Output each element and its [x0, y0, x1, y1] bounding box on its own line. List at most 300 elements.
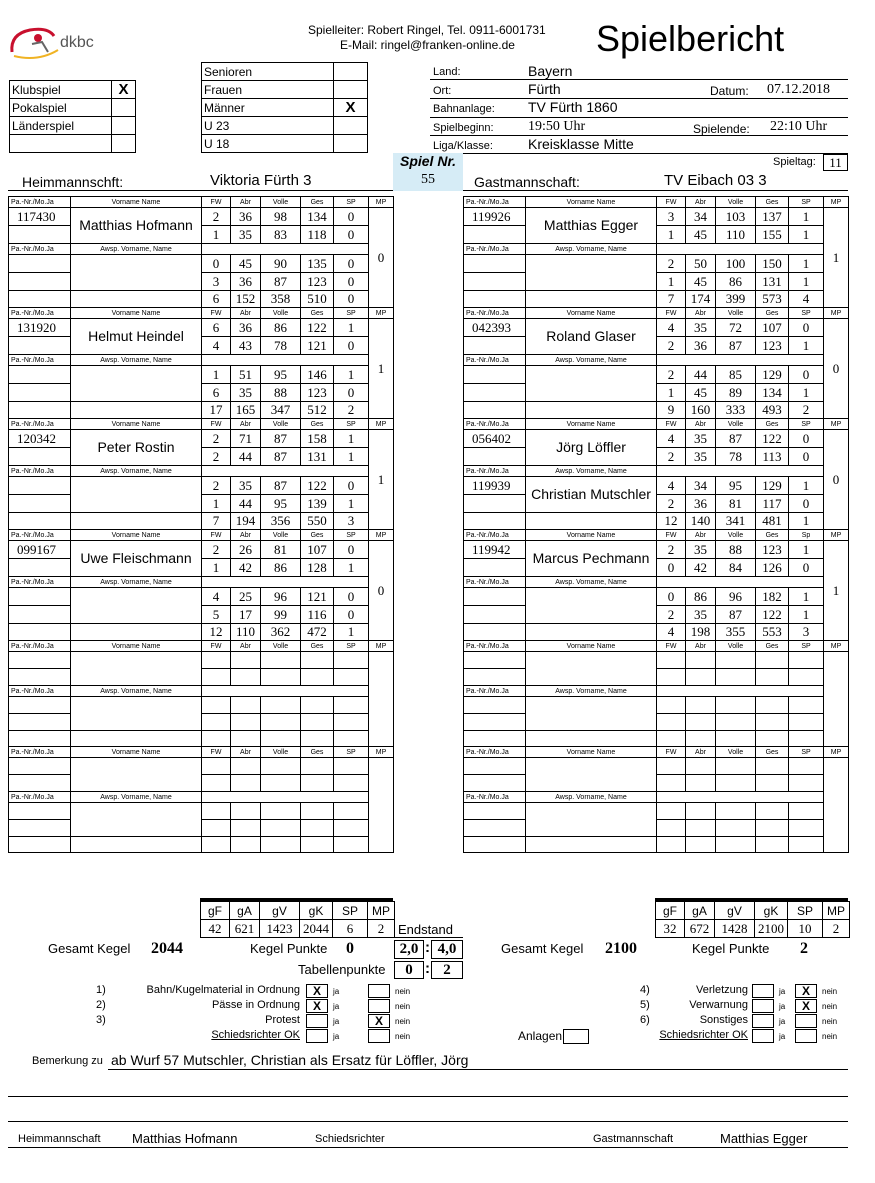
score-cell[interactable]: 95	[716, 477, 756, 495]
player-pass-number[interactable]	[9, 652, 71, 669]
score-cell[interactable]: 1	[789, 255, 824, 273]
player-mp[interactable]: 1	[824, 208, 849, 308]
score-cell[interactable]	[202, 697, 231, 714]
player-mp[interactable]	[369, 652, 394, 747]
player-mp[interactable]: 1	[369, 430, 394, 530]
awsp-pass-number[interactable]	[9, 697, 71, 714]
player-pass-number[interactable]: 042393	[464, 319, 526, 337]
score-cell[interactable]: 1	[202, 366, 231, 384]
score-cell[interactable]	[716, 820, 756, 837]
score-cell[interactable]: 2	[657, 366, 686, 384]
score-cell[interactable]: 1	[334, 559, 369, 577]
score-cell[interactable]	[789, 652, 824, 669]
score-cell[interactable]: 1	[334, 430, 369, 448]
score-cell[interactable]: 2	[657, 541, 686, 559]
score-cell[interactable]: 0	[789, 319, 824, 337]
score-cell[interactable]	[202, 652, 231, 669]
score-cell[interactable]: 158	[301, 430, 334, 448]
pass-blank[interactable]	[464, 226, 526, 244]
score-cell[interactable]: 0	[334, 337, 369, 355]
score-cell[interactable]: 2	[202, 477, 231, 495]
score-cell[interactable]	[261, 697, 301, 714]
score-cell[interactable]: 43	[231, 337, 261, 355]
player-pass-number[interactable]: 099167	[9, 541, 71, 559]
score-cell[interactable]: 35	[686, 541, 716, 559]
player-name[interactable]	[71, 652, 202, 686]
score-cell[interactable]	[789, 714, 824, 731]
check-nein-box[interactable]	[795, 1014, 817, 1028]
check-nein-box[interactable]	[368, 984, 390, 998]
player-pass-number[interactable]: 120342	[9, 430, 71, 448]
score-cell[interactable]: 1	[657, 226, 686, 244]
score-cell[interactable]: 35	[231, 384, 261, 402]
score-cell[interactable]	[301, 775, 334, 792]
score-cell[interactable]	[756, 820, 789, 837]
score-cell[interactable]: 122	[301, 477, 334, 495]
score-cell[interactable]	[756, 803, 789, 820]
score-cell[interactable]: 1	[789, 588, 824, 606]
score-cell[interactable]	[301, 652, 334, 669]
score-cell[interactable]: 51	[231, 366, 261, 384]
player-pass-number[interactable]: 119942	[464, 541, 526, 559]
score-cell[interactable]: 129	[756, 366, 789, 384]
score-cell[interactable]: 139	[301, 495, 334, 513]
pass-blank[interactable]	[9, 606, 71, 624]
category-mark[interactable]	[334, 81, 368, 99]
score-cell[interactable]: 2	[657, 255, 686, 273]
awsp-name[interactable]	[526, 588, 657, 624]
score-cell[interactable]: 1	[789, 477, 824, 495]
score-cell[interactable]: 78	[716, 448, 756, 466]
score-cell[interactable]: 1	[202, 495, 231, 513]
score-cell[interactable]	[657, 775, 686, 792]
score-cell[interactable]: 0	[334, 226, 369, 244]
score-cell[interactable]	[202, 820, 231, 837]
score-cell[interactable]	[686, 697, 716, 714]
score-cell[interactable]: 83	[261, 226, 301, 244]
player-pass-number[interactable]: 117430	[9, 208, 71, 226]
score-cell[interactable]: 96	[716, 588, 756, 606]
score-cell[interactable]: 131	[756, 273, 789, 291]
score-cell[interactable]	[261, 803, 301, 820]
check-ja-box[interactable]	[306, 1029, 328, 1043]
score-cell[interactable]: 129	[756, 477, 789, 495]
score-cell[interactable]: 121	[301, 337, 334, 355]
score-cell[interactable]: 123	[301, 384, 334, 402]
score-cell[interactable]: 1	[657, 273, 686, 291]
score-cell[interactable]: 85	[716, 366, 756, 384]
score-cell[interactable]: 0	[202, 255, 231, 273]
score-cell[interactable]	[789, 758, 824, 775]
score-cell[interactable]	[231, 714, 261, 731]
score-cell[interactable]	[202, 803, 231, 820]
score-cell[interactable]: 81	[716, 495, 756, 513]
score-cell[interactable]: 0	[334, 384, 369, 402]
category-mark[interactable]: X	[334, 99, 368, 117]
awsp-name[interactable]	[526, 803, 657, 837]
score-cell[interactable]	[657, 697, 686, 714]
score-cell[interactable]: 0	[789, 495, 824, 513]
score-cell[interactable]	[657, 758, 686, 775]
score-cell[interactable]: 150	[756, 255, 789, 273]
pass-blank[interactable]	[464, 820, 526, 837]
player-name[interactable]: Matthias Hofmann	[71, 208, 202, 244]
score-cell[interactable]: 4	[202, 337, 231, 355]
check-ja-box[interactable]	[306, 1014, 328, 1028]
score-cell[interactable]	[261, 652, 301, 669]
score-cell[interactable]	[756, 758, 789, 775]
pass-blank[interactable]	[464, 337, 526, 355]
score-cell[interactable]	[334, 758, 369, 775]
awsp-name[interactable]	[526, 697, 657, 731]
score-cell[interactable]: 2	[202, 208, 231, 226]
score-cell[interactable]	[716, 758, 756, 775]
score-cell[interactable]	[789, 775, 824, 792]
score-cell[interactable]: 34	[686, 208, 716, 226]
awsp-pass-number[interactable]	[9, 588, 71, 606]
score-cell[interactable]: 4	[657, 477, 686, 495]
score-cell[interactable]: 87	[716, 430, 756, 448]
score-cell[interactable]: 103	[716, 208, 756, 226]
check-ja-box[interactable]	[752, 1029, 774, 1043]
pass-blank[interactable]	[464, 559, 526, 577]
check-nein-box[interactable]: X	[795, 999, 817, 1013]
score-cell[interactable]: 3	[202, 273, 231, 291]
pass-blank[interactable]	[464, 775, 526, 792]
score-cell[interactable]: 42	[686, 559, 716, 577]
score-cell[interactable]: 123	[756, 337, 789, 355]
score-cell[interactable]: 71	[231, 430, 261, 448]
score-cell[interactable]: 6	[202, 319, 231, 337]
score-cell[interactable]: 88	[261, 384, 301, 402]
score-cell[interactable]	[686, 775, 716, 792]
pass-blank[interactable]	[9, 559, 71, 577]
score-cell[interactable]: 36	[231, 208, 261, 226]
score-cell[interactable]: 3	[657, 208, 686, 226]
score-cell[interactable]: 137	[756, 208, 789, 226]
match-type-mark[interactable]	[112, 117, 136, 135]
pass-blank[interactable]	[9, 820, 71, 837]
score-cell[interactable]: 0	[334, 588, 369, 606]
pass-blank[interactable]	[9, 714, 71, 731]
score-cell[interactable]: 35	[686, 448, 716, 466]
score-cell[interactable]: 1	[789, 606, 824, 624]
score-cell[interactable]: 35	[686, 319, 716, 337]
score-cell[interactable]: 90	[261, 255, 301, 273]
score-cell[interactable]: 135	[301, 255, 334, 273]
score-cell[interactable]: 86	[716, 273, 756, 291]
player-mp[interactable]: 1	[824, 541, 849, 641]
player-mp[interactable]: 0	[824, 430, 849, 530]
score-cell[interactable]	[657, 652, 686, 669]
score-cell[interactable]: 1	[789, 273, 824, 291]
score-cell[interactable]	[334, 669, 369, 686]
player-pass-number[interactable]: 119926	[464, 208, 526, 226]
player-name[interactable]: Jörg Löffler	[526, 430, 657, 466]
score-cell[interactable]: 182	[756, 588, 789, 606]
check-nein-box[interactable]	[368, 1029, 390, 1043]
score-cell[interactable]	[301, 820, 334, 837]
score-cell[interactable]	[261, 775, 301, 792]
score-cell[interactable]	[756, 775, 789, 792]
awsp-name[interactable]	[526, 255, 657, 291]
score-cell[interactable]: 1	[334, 319, 369, 337]
score-cell[interactable]: 36	[231, 319, 261, 337]
pass-blank[interactable]	[464, 384, 526, 402]
score-cell[interactable]: 0	[334, 541, 369, 559]
score-cell[interactable]: 87	[261, 273, 301, 291]
score-cell[interactable]: 88	[716, 541, 756, 559]
player-name[interactable]: Roland Glaser	[526, 319, 657, 355]
score-cell[interactable]: 0	[334, 606, 369, 624]
score-cell[interactable]: 42	[231, 559, 261, 577]
pass-blank[interactable]	[464, 669, 526, 686]
awsp-pass-number[interactable]	[464, 366, 526, 384]
score-cell[interactable]	[334, 697, 369, 714]
score-cell[interactable]: 2	[657, 495, 686, 513]
check-nein-box[interactable]: X	[795, 984, 817, 998]
score-cell[interactable]: 95	[261, 495, 301, 513]
score-cell[interactable]	[202, 669, 231, 686]
score-cell[interactable]: 26	[231, 541, 261, 559]
score-cell[interactable]	[231, 669, 261, 686]
score-cell[interactable]: 1	[334, 448, 369, 466]
score-cell[interactable]	[686, 652, 716, 669]
score-cell[interactable]: 146	[301, 366, 334, 384]
score-cell[interactable]: 128	[301, 559, 334, 577]
score-cell[interactable]	[334, 714, 369, 731]
score-cell[interactable]: 72	[716, 319, 756, 337]
score-cell[interactable]: 123	[756, 541, 789, 559]
player-name[interactable]: Marcus Pechmann	[526, 541, 657, 577]
player-name[interactable]: Uwe Fleischmann	[71, 541, 202, 577]
score-cell[interactable]	[334, 652, 369, 669]
pass-blank[interactable]	[464, 448, 526, 466]
awsp-pass-number[interactable]	[464, 697, 526, 714]
score-cell[interactable]: 98	[261, 208, 301, 226]
score-cell[interactable]: 1	[657, 384, 686, 402]
awsp-pass-number[interactable]: 119939	[464, 477, 526, 495]
awsp-name[interactable]	[526, 366, 657, 402]
score-cell[interactable]: 2	[657, 337, 686, 355]
pass-blank[interactable]	[9, 226, 71, 244]
score-cell[interactable]	[716, 669, 756, 686]
score-cell[interactable]: 87	[716, 337, 756, 355]
score-cell[interactable]: 131	[301, 448, 334, 466]
player-pass-number[interactable]	[464, 758, 526, 775]
check-ja-box[interactable]: X	[306, 999, 328, 1013]
score-cell[interactable]: 44	[231, 495, 261, 513]
score-cell[interactable]: 2	[657, 448, 686, 466]
score-cell[interactable]: 0	[789, 559, 824, 577]
score-cell[interactable]: 45	[686, 226, 716, 244]
score-cell[interactable]: 107	[301, 541, 334, 559]
score-cell[interactable]: 0	[657, 588, 686, 606]
score-cell[interactable]: 110	[716, 226, 756, 244]
score-cell[interactable]: 78	[261, 337, 301, 355]
score-cell[interactable]: 122	[756, 430, 789, 448]
player-mp[interactable]: 0	[824, 319, 849, 419]
score-cell[interactable]	[756, 714, 789, 731]
score-cell[interactable]: 116	[301, 606, 334, 624]
player-mp[interactable]	[369, 758, 394, 853]
score-cell[interactable]: 84	[716, 559, 756, 577]
score-cell[interactable]: 1	[334, 495, 369, 513]
score-cell[interactable]	[789, 820, 824, 837]
awsp-pass-number[interactable]	[9, 255, 71, 273]
score-cell[interactable]: 117	[756, 495, 789, 513]
pass-blank[interactable]	[9, 273, 71, 291]
category-mark[interactable]	[334, 63, 368, 81]
check-nein-box[interactable]	[795, 1029, 817, 1043]
awsp-pass-number[interactable]	[9, 366, 71, 384]
score-cell[interactable]	[686, 714, 716, 731]
score-cell[interactable]: 118	[301, 226, 334, 244]
check-ja-box[interactable]: X	[306, 984, 328, 998]
score-cell[interactable]: 95	[261, 366, 301, 384]
score-cell[interactable]	[231, 820, 261, 837]
score-cell[interactable]: 0	[789, 430, 824, 448]
score-cell[interactable]: 1	[789, 208, 824, 226]
bemerkung-text[interactable]: ab Wurf 57 Mutschler, Christian als Ersatz für Löffler, Jörg	[111, 1052, 469, 1068]
score-cell[interactable]	[231, 803, 261, 820]
score-cell[interactable]: 86	[261, 319, 301, 337]
player-mp[interactable]: 1	[369, 319, 394, 419]
player-name[interactable]	[71, 758, 202, 792]
score-cell[interactable]: 87	[716, 606, 756, 624]
score-cell[interactable]	[301, 669, 334, 686]
score-cell[interactable]: 0	[789, 448, 824, 466]
score-cell[interactable]	[789, 803, 824, 820]
score-cell[interactable]: 107	[756, 319, 789, 337]
pass-blank[interactable]	[9, 669, 71, 686]
score-cell[interactable]	[686, 758, 716, 775]
score-cell[interactable]	[231, 652, 261, 669]
score-cell[interactable]: 6	[202, 384, 231, 402]
category-mark[interactable]	[334, 117, 368, 135]
score-cell[interactable]	[301, 803, 334, 820]
awsp-pass-number[interactable]	[9, 477, 71, 495]
score-cell[interactable]	[756, 697, 789, 714]
score-cell[interactable]: 1	[789, 384, 824, 402]
score-cell[interactable]	[261, 669, 301, 686]
score-cell[interactable]	[261, 820, 301, 837]
score-cell[interactable]: 0	[334, 477, 369, 495]
score-cell[interactable]: 2	[657, 606, 686, 624]
awsp-name[interactable]	[71, 366, 202, 402]
awsp-pass-number[interactable]	[464, 803, 526, 820]
score-cell[interactable]	[789, 669, 824, 686]
score-cell[interactable]: 2	[202, 541, 231, 559]
score-cell[interactable]	[716, 803, 756, 820]
score-cell[interactable]: 86	[686, 588, 716, 606]
score-cell[interactable]: 87	[261, 448, 301, 466]
score-cell[interactable]: 4	[657, 430, 686, 448]
score-cell[interactable]	[686, 820, 716, 837]
score-cell[interactable]: 0	[334, 255, 369, 273]
score-cell[interactable]	[202, 758, 231, 775]
score-cell[interactable]	[716, 714, 756, 731]
player-pass-number[interactable]	[9, 758, 71, 775]
player-name[interactable]	[526, 758, 657, 792]
check-ja-box[interactable]	[752, 1014, 774, 1028]
score-cell[interactable]: 2	[202, 430, 231, 448]
score-cell[interactable]	[261, 714, 301, 731]
score-cell[interactable]	[231, 697, 261, 714]
anlagen-box[interactable]	[563, 1029, 589, 1044]
score-cell[interactable]	[686, 803, 716, 820]
player-mp[interactable]	[824, 652, 849, 747]
player-mp[interactable]	[824, 758, 849, 853]
score-cell[interactable]	[789, 697, 824, 714]
score-cell[interactable]: 44	[686, 366, 716, 384]
pass-blank[interactable]	[9, 495, 71, 513]
pass-blank[interactable]	[464, 495, 526, 513]
score-cell[interactable]: 87	[261, 477, 301, 495]
category-mark[interactable]	[334, 135, 368, 153]
score-cell[interactable]	[334, 820, 369, 837]
score-cell[interactable]: 34	[686, 477, 716, 495]
awsp-name[interactable]	[71, 697, 202, 731]
match-type-mark[interactable]: X	[112, 81, 136, 99]
score-cell[interactable]: 45	[231, 255, 261, 273]
awsp-pass-number[interactable]	[464, 255, 526, 273]
score-cell[interactable]: 17	[231, 606, 261, 624]
score-cell[interactable]: 44	[231, 448, 261, 466]
score-cell[interactable]: 122	[756, 606, 789, 624]
score-cell[interactable]	[202, 775, 231, 792]
score-cell[interactable]: 123	[301, 273, 334, 291]
check-ja-box[interactable]	[752, 984, 774, 998]
score-cell[interactable]	[261, 758, 301, 775]
score-cell[interactable]	[334, 775, 369, 792]
score-cell[interactable]	[716, 775, 756, 792]
score-cell[interactable]	[231, 775, 261, 792]
score-cell[interactable]: 100	[716, 255, 756, 273]
pass-blank[interactable]	[9, 448, 71, 466]
score-cell[interactable]: 113	[756, 448, 789, 466]
score-cell[interactable]: 36	[231, 273, 261, 291]
player-name[interactable]: Matthias Egger	[526, 208, 657, 244]
awsp-name[interactable]: Christian Mutschler	[526, 477, 657, 513]
score-cell[interactable]: 1	[202, 226, 231, 244]
score-cell[interactable]: 121	[301, 588, 334, 606]
awsp-name[interactable]	[71, 588, 202, 624]
player-mp[interactable]: 0	[369, 541, 394, 641]
score-cell[interactable]: 89	[716, 384, 756, 402]
score-cell[interactable]	[301, 714, 334, 731]
awsp-name[interactable]	[71, 803, 202, 837]
score-cell[interactable]: 36	[686, 495, 716, 513]
score-cell[interactable]: 35	[686, 606, 716, 624]
player-pass-number[interactable]	[464, 652, 526, 669]
score-cell[interactable]	[657, 669, 686, 686]
check-ja-box[interactable]	[752, 999, 774, 1013]
score-cell[interactable]: 25	[231, 588, 261, 606]
score-cell[interactable]: 1	[202, 559, 231, 577]
check-nein-box[interactable]	[368, 999, 390, 1013]
pass-blank[interactable]	[9, 337, 71, 355]
match-type-mark[interactable]	[112, 99, 136, 117]
score-cell[interactable]	[301, 697, 334, 714]
check-nein-box[interactable]: X	[368, 1014, 390, 1028]
score-cell[interactable]	[716, 652, 756, 669]
player-name[interactable]: Peter Rostin	[71, 430, 202, 466]
player-name[interactable]: Helmut Heindel	[71, 319, 202, 355]
score-cell[interactable]: 1	[789, 226, 824, 244]
awsp-name[interactable]	[71, 477, 202, 513]
score-cell[interactable]: 45	[686, 384, 716, 402]
